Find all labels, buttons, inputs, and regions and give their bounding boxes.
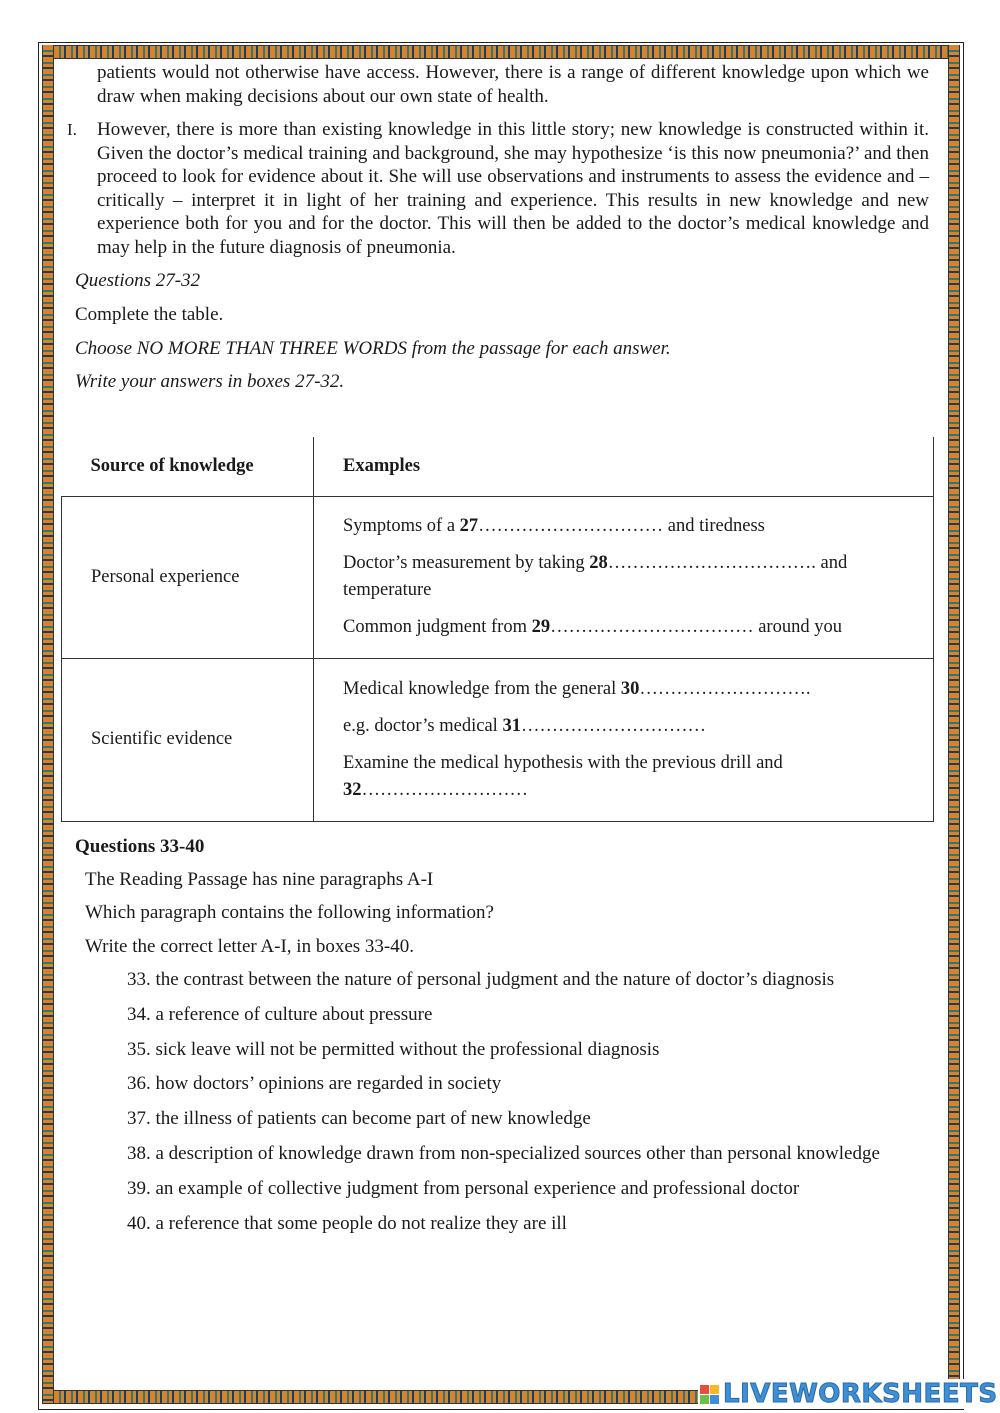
table-row bbox=[62, 658, 934, 821]
decorative-border-left bbox=[42, 45, 54, 1403]
answer-table bbox=[61, 437, 934, 822]
instruction-word-limit: Choose NO MORE THAN THREE WORDS from the passage for each answer. bbox=[75, 338, 671, 359]
example-27 bbox=[343, 513, 903, 540]
examples-cell bbox=[314, 496, 934, 658]
example-29 bbox=[343, 614, 903, 641]
answer-blank-29[interactable]: …………………………… around you bbox=[550, 617, 842, 637]
header-source: Source of knowledge bbox=[62, 437, 314, 496]
examples-cell bbox=[314, 658, 934, 821]
logo-square bbox=[700, 1385, 709, 1394]
decorative-border-top bbox=[42, 45, 960, 59]
questions-27-32-heading: Questions 27-32 bbox=[75, 270, 201, 291]
example-32 bbox=[343, 750, 813, 804]
question-35: 35. sick leave will not be permitted without the professional diagnosis bbox=[127, 1039, 660, 1060]
example-28 bbox=[343, 550, 903, 604]
answer-blank-28[interactable]: ……………………………. and temperature bbox=[343, 553, 848, 600]
answer-blank-30[interactable]: ………………………. bbox=[639, 678, 811, 699]
logo-square bbox=[710, 1385, 719, 1394]
logo-square bbox=[700, 1395, 709, 1404]
instruction-nine-paragraphs: The Reading Passage has nine paragraphs A-I bbox=[85, 869, 434, 890]
question-39: 39. an example of collective judgment from personal experience and professional doctor bbox=[127, 1178, 800, 1199]
question-36: 36. how doctors’ opinions are regarded in society bbox=[127, 1073, 502, 1094]
example-text: Medical knowledge from the general bbox=[343, 678, 621, 699]
instruction-write-letter: Write the correct letter A-I, in boxes 33-40. bbox=[85, 936, 414, 957]
questions-33-40-heading: Questions 33-40 bbox=[75, 836, 205, 857]
instruction-answer-boxes: Write your answers in boxes 27-32. bbox=[75, 371, 345, 392]
watermark-text: LIVEWORKSHEETS bbox=[723, 1379, 998, 1409]
passage-continuation: patients would not otherwise have access. However, there is a range of different knowledge upon which we draw when making decisions about our own state of health. bbox=[97, 62, 929, 107]
table-row bbox=[62, 496, 934, 658]
answer-blank-31[interactable]: ………………………… bbox=[520, 715, 706, 736]
answer-blank-27[interactable]: ………………………… and tiredness bbox=[478, 516, 765, 536]
example-text: Examine the medical hypothesis with the previous drill and bbox=[343, 752, 783, 773]
question-38: 38. a description of knowledge drawn from non-specialized sources other than personal knowledge bbox=[127, 1143, 880, 1164]
example-31 bbox=[343, 713, 903, 740]
example-text: e.g. doctor’s medical bbox=[343, 715, 503, 736]
instruction-which-paragraph: Which paragraph contains the following information? bbox=[85, 902, 494, 923]
question-number-32: 32 bbox=[343, 779, 362, 800]
example-30 bbox=[343, 676, 903, 703]
question-number-29: 29 bbox=[531, 617, 551, 637]
example-text: Doctor’s measurement by taking bbox=[343, 553, 590, 573]
example-text: Common judgment from bbox=[343, 617, 532, 637]
paragraph-i-label: I. bbox=[67, 120, 77, 139]
question-number-27: 27 bbox=[459, 516, 479, 536]
example-text: Symptoms of a bbox=[343, 516, 460, 536]
decorative-border-right bbox=[948, 45, 960, 1403]
paragraph-i: However, there is more than existing knowledge in this little story; new knowledge is constructed within it. Given the doctor’s medical training and background, she may hypothesize ‘is this now pneumonia?’ and then proceed to look for evidence about it. She will use observations and instruments to assess the evidence and – critically – interpret it in light of her training and experience. This results in new knowledge and new experience both for you and for the doctor. This will then be added to the doctor’s medical knowledge and may help in the future diagnosis of pneumonia. bbox=[97, 119, 929, 258]
liveworksheets-watermark bbox=[698, 1379, 998, 1409]
source-cell: Scientific evidence bbox=[62, 658, 314, 821]
header-examples: Examples bbox=[314, 437, 934, 496]
answer-blank-32[interactable]: ……………………… bbox=[361, 779, 528, 800]
logo-square bbox=[710, 1395, 719, 1404]
question-number-30: 30 bbox=[620, 678, 640, 699]
source-cell: Personal experience bbox=[62, 496, 314, 658]
question-number-31: 31 bbox=[502, 715, 521, 736]
question-number-28: 28 bbox=[589, 553, 608, 573]
question-40: 40. a reference that some people do not realize they are ill bbox=[127, 1213, 567, 1234]
question-33: 33. the contrast between the nature of personal judgment and the nature of doctor’s diagnosis bbox=[127, 969, 835, 990]
liveworksheets-logo-icon bbox=[700, 1385, 719, 1404]
question-34: 34. a reference of culture about pressure bbox=[127, 1004, 433, 1025]
instruction-complete-table: Complete the table. bbox=[75, 304, 224, 325]
table-header-row bbox=[62, 437, 934, 496]
question-37: 37. the illness of patients can become part of new knowledge bbox=[127, 1108, 591, 1129]
